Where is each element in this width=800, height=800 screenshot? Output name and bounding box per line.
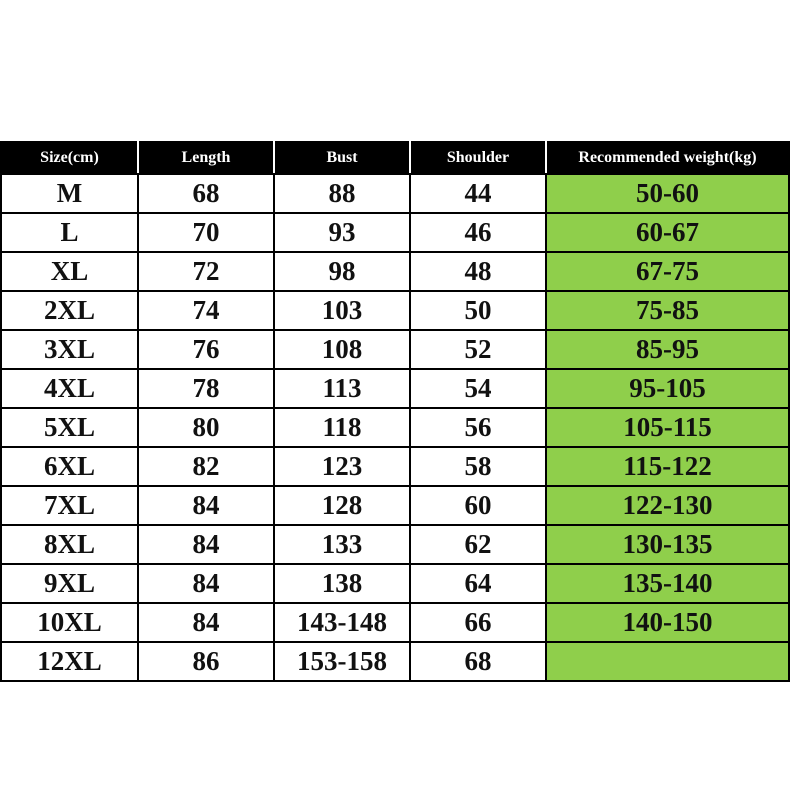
cell-length: 84: [138, 564, 274, 603]
cell-recommended-weight: 60-67: [546, 213, 789, 252]
cell-length: 80: [138, 408, 274, 447]
cell-length: 70: [138, 213, 274, 252]
cell-length: 68: [138, 174, 274, 213]
cell-size: 6XL: [1, 447, 138, 486]
cell-size: 3XL: [1, 330, 138, 369]
header-row: [1, 142, 789, 174]
cell-size: 12XL: [1, 642, 138, 681]
cell-shoulder: 68: [410, 642, 546, 681]
cell-recommended-weight: 115-122: [546, 447, 789, 486]
cell-bust: 143-148: [274, 603, 410, 642]
table-row: [1, 564, 789, 603]
cell-length: 74: [138, 291, 274, 330]
cell-bust: 98: [274, 252, 410, 291]
cell-recommended-weight: 67-75: [546, 252, 789, 291]
size-chart-table: [0, 141, 790, 682]
cell-recommended-weight: 122-130: [546, 486, 789, 525]
cell-bust: 118: [274, 408, 410, 447]
size-chart-body: [1, 174, 789, 681]
cell-bust: 133: [274, 525, 410, 564]
header-shoulder: Shoulder: [410, 142, 546, 174]
table-row: [1, 252, 789, 291]
cell-shoulder: 66: [410, 603, 546, 642]
cell-size: 5XL: [1, 408, 138, 447]
cell-size: 4XL: [1, 369, 138, 408]
header-size: Size(cm): [1, 142, 138, 174]
cell-shoulder: 48: [410, 252, 546, 291]
cell-shoulder: 46: [410, 213, 546, 252]
cell-recommended-weight: 140-150: [546, 603, 789, 642]
cell-bust: 108: [274, 330, 410, 369]
cell-size: 9XL: [1, 564, 138, 603]
cell-shoulder: 60: [410, 486, 546, 525]
cell-size: 8XL: [1, 525, 138, 564]
cell-shoulder: 62: [410, 525, 546, 564]
cell-size: XL: [1, 252, 138, 291]
cell-recommended-weight: 75-85: [546, 291, 789, 330]
size-chart-header: [1, 142, 789, 174]
cell-length: 84: [138, 603, 274, 642]
cell-shoulder: 58: [410, 447, 546, 486]
cell-bust: 93: [274, 213, 410, 252]
cell-bust: 103: [274, 291, 410, 330]
table-row: [1, 486, 789, 525]
cell-length: 72: [138, 252, 274, 291]
table-row: [1, 213, 789, 252]
cell-recommended-weight: [546, 642, 789, 681]
table-row: [1, 642, 789, 681]
table-row: [1, 525, 789, 564]
cell-recommended-weight: 105-115: [546, 408, 789, 447]
cell-length: 76: [138, 330, 274, 369]
table-row: [1, 369, 789, 408]
cell-recommended-weight: 130-135: [546, 525, 789, 564]
cell-recommended-weight: 135-140: [546, 564, 789, 603]
cell-length: 78: [138, 369, 274, 408]
cell-bust: 113: [274, 369, 410, 408]
table-row: [1, 291, 789, 330]
cell-bust: 123: [274, 447, 410, 486]
cell-shoulder: 54: [410, 369, 546, 408]
cell-recommended-weight: 85-95: [546, 330, 789, 369]
cell-shoulder: 44: [410, 174, 546, 213]
cell-bust: 153-158: [274, 642, 410, 681]
cell-size: L: [1, 213, 138, 252]
cell-bust: 88: [274, 174, 410, 213]
cell-length: 84: [138, 486, 274, 525]
cell-bust: 138: [274, 564, 410, 603]
cell-length: 82: [138, 447, 274, 486]
cell-shoulder: 64: [410, 564, 546, 603]
cell-recommended-weight: 50-60: [546, 174, 789, 213]
cell-length: 86: [138, 642, 274, 681]
table-row: [1, 408, 789, 447]
cell-size: M: [1, 174, 138, 213]
cell-shoulder: 56: [410, 408, 546, 447]
cell-length: 84: [138, 525, 274, 564]
header-bust: Bust: [274, 142, 410, 174]
table-row: [1, 447, 789, 486]
table-row: [1, 174, 789, 213]
cell-bust: 128: [274, 486, 410, 525]
cell-size: 7XL: [1, 486, 138, 525]
cell-size: 10XL: [1, 603, 138, 642]
cell-shoulder: 50: [410, 291, 546, 330]
cell-shoulder: 52: [410, 330, 546, 369]
cell-recommended-weight: 95-105: [546, 369, 789, 408]
header-length: Length: [138, 142, 274, 174]
cell-size: 2XL: [1, 291, 138, 330]
table-row: [1, 603, 789, 642]
table-row: [1, 330, 789, 369]
header-recommended-weight: Recommended weight(kg): [546, 142, 789, 174]
